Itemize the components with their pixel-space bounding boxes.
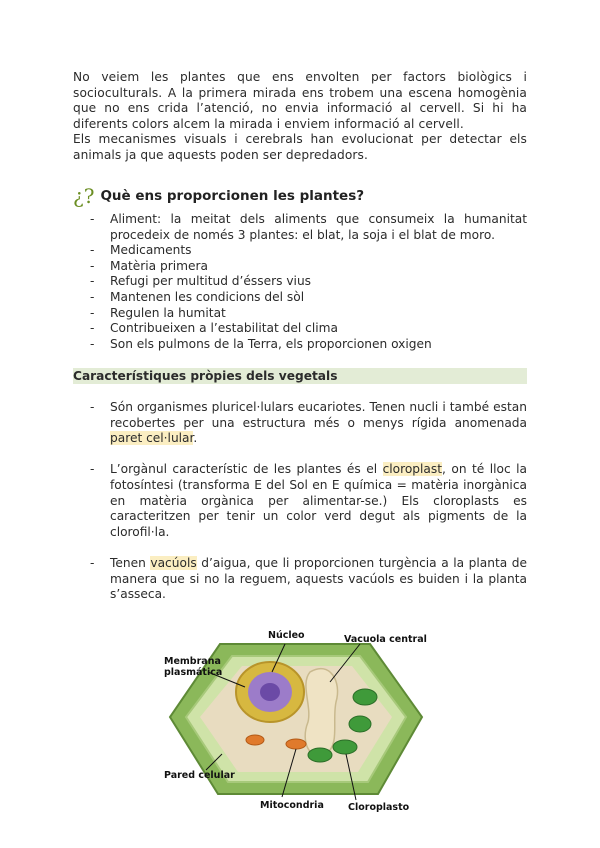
highlight-vacuols: vacúols [150, 555, 197, 570]
section-title: Què ens proporcionen les plantes? [100, 188, 365, 204]
section-heading-characteristics: Característiques pròpies dels vegetals [73, 368, 527, 384]
list-item: - Contribueixen a l’estabilitat del clima [90, 321, 338, 336]
label-cloroplasto: Cloroplasto [348, 802, 410, 813]
intro-text [73, 70, 527, 164]
list-item: - Son els pulmons de la Terra, els proporcionen oxigen [90, 336, 432, 351]
plant-cell-diagram [160, 622, 430, 822]
list-item: - L’orgànul característic de les plantes és el cloroplast, on té lloc la fotosíntesi (transforma E del Sol en E química = matèria inorgànica en matèria orgànica per alimentar-se.) Els cloroplasts es caracteritzen per tenir un color verd degut als pigments de la clorofil·la. [90, 462, 527, 539]
list-item: - Són organismes pluricel·lulars eucariotes. Tenen nucli i també estan recobertes per una estructura més o menys rígida anomenada paret cel·lular. [90, 400, 527, 446]
list-item: - Refugi per multitud d’éssers vius [90, 274, 312, 289]
plant-cell-illustration [160, 622, 430, 822]
list-item: - Mantenen les condicions del sòl [90, 289, 305, 304]
intro-paragraph-2: Els mecanismes visuals i cerebrals han evolucionat per detectar els animals ja que aquests poden ser depredadors. [73, 132, 527, 162]
benefits-list [90, 212, 527, 352]
label-vacuola: Vacuola central [344, 634, 427, 645]
section-heading-plants [73, 186, 527, 206]
highlight-paret: paret cel·lular [110, 431, 194, 446]
list-item: - Medicaments [90, 243, 192, 258]
question-marks-icon: ¿? [73, 184, 95, 208]
label-nucleo: Núcleo [268, 630, 305, 641]
characteristics-list [90, 400, 527, 618]
list-item: - Matèria primera [90, 258, 208, 273]
intro-paragraph-1: No veiem les plantes que ens envolten per factors biològics i socioculturals. A la primera mirada ens trobem una escena homogènia que no ens crida l’atenció, no envia informació al cervell. Si hi ha diferents colors alcem la mirada i enviem informació al cervell. [73, 70, 527, 131]
list-item: - Aliment: la meitat dels aliments que consumeix la humanitat procedeix de només 3 plantes: el blat, la soja i el blat de moro. [90, 212, 527, 242]
list-item: - Tenen vacúols d’aigua, que li proporcionen turgència a la planta de manera que si no la reguem, aquests vacúols es buiden i la planta s’asseca. [90, 555, 527, 602]
label-pared: Pared celular [164, 770, 235, 781]
label-mitocondria: Mitocondria [260, 800, 324, 811]
highlight-cloroplast: cloroplast [382, 462, 443, 477]
label-membrana: Membrana plasmática [164, 656, 223, 678]
list-item: - Regulen la humitat [90, 305, 226, 320]
